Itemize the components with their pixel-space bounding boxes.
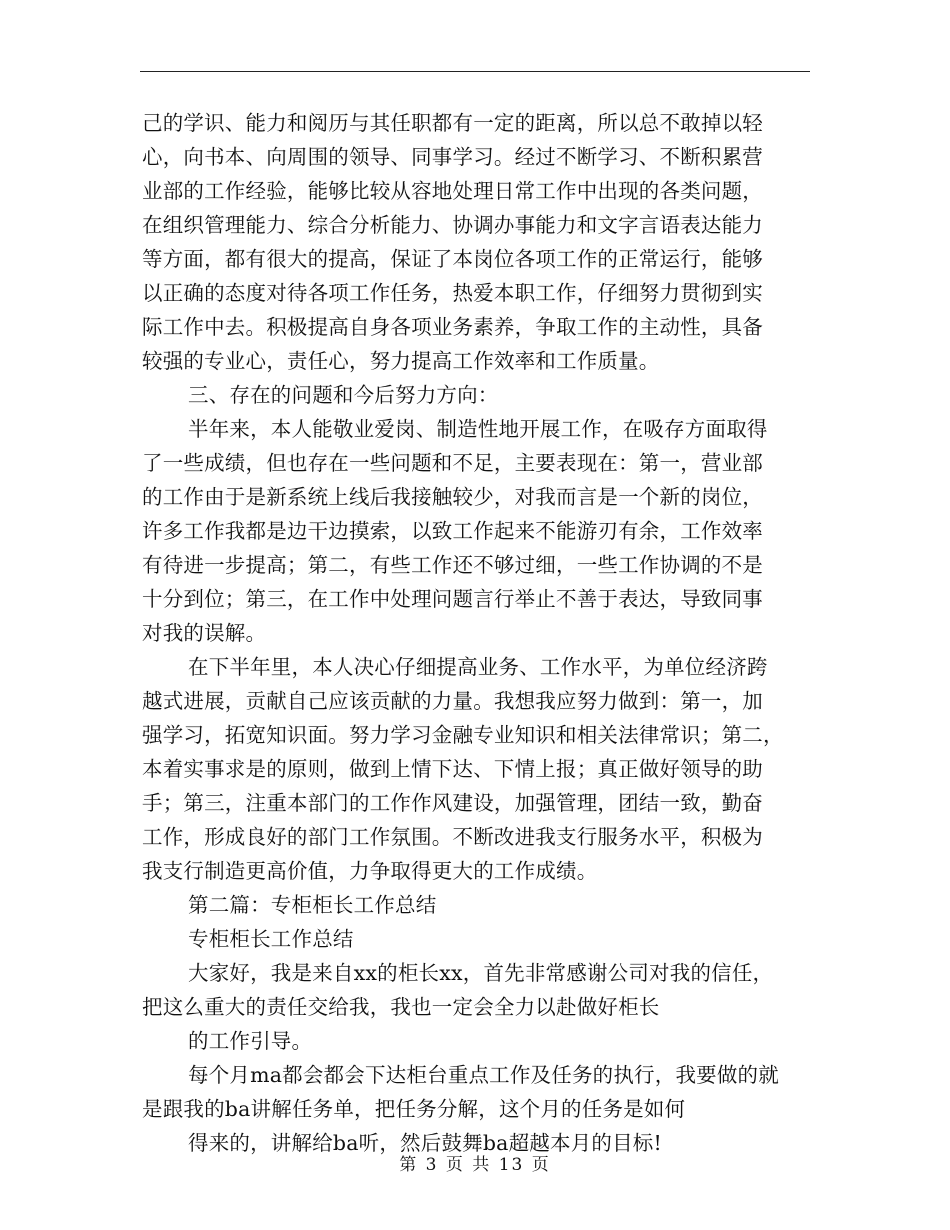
- text-line: 是跟我的ba讲解任务单，把任务分解，这个月的任务是如何: [142, 1097, 686, 1121]
- text-line: 的工作引导。: [188, 1029, 313, 1053]
- header-rule: [140, 71, 810, 72]
- text-line: 了一些成绩，但也存在一些问题和不足，主要表现在：第一，营业部: [142, 451, 763, 475]
- text-line: 心，向书本、向周围的领导、同事学习。经过不断学习、不断积累营: [142, 145, 763, 169]
- text-line: 际工作中去。积极提高自身各项业务素养，争取工作的主动性，具备: [142, 315, 763, 339]
- text-line: 己的学识、能力和阅历与其任职都有一定的距离，所以总不敢掉以轻: [142, 111, 763, 135]
- page-footer: 第 3 页 共 13 页: [399, 1155, 551, 1175]
- text-line: 我支行制造更高价值，力争取得更大的工作成绩。: [142, 859, 598, 883]
- text-line: 业部的工作经验，能够比较从容地处理日常工作中出现的各类问题，: [142, 179, 763, 203]
- text-line: 十分到位；第三，在工作中处理问题言行举止不善于表达，导致同事: [142, 587, 763, 611]
- text-line: 半年来，本人能敬业爱岗、制造性地开展工作，在吸存方面取得: [188, 417, 768, 441]
- text-line: 有待进一步提高；第二，有些工作还不够过细，一些工作协调的不是: [142, 553, 763, 577]
- text-line: 强学习，拓宽知识面。努力学习金融专业知识和相关法律常识；第二，: [142, 723, 784, 747]
- text-line: 三、存在的问题和今后努力方向：: [188, 383, 499, 407]
- text-line: 较强的专业心，责任心，努力提高工作效率和工作质量。: [142, 349, 660, 373]
- text-line: 的工作由于是新系统上线后我接触较少，对我而言是一个新的岗位，: [142, 485, 763, 509]
- text-line: 专柜柜长工作总结: [188, 927, 354, 951]
- text-line: 得来的，讲解给ba听，然后鼓舞ba超越本月的目标!: [188, 1131, 662, 1155]
- text-line: 每个月ma都会都会下达柜台重点工作及任务的执行，我要做的就: [188, 1063, 779, 1087]
- text-line: 等方面，都有很大的提高，保证了本岗位各项工作的正常运行，能够: [142, 247, 763, 271]
- text-line: 以正确的态度对待各项工作任务，热爱本职工作，仔细努力贯彻到实: [142, 281, 763, 305]
- text-line: 第二篇：专柜柜长工作总结: [188, 893, 437, 917]
- text-line: 在组织管理能力、综合分析能力、协调办事能力和文字言语表达能力: [142, 213, 763, 237]
- text-line: 工作，形成良好的部门工作氛围。不断改进我支行服务水平，积极为: [142, 825, 763, 849]
- text-line: 在下半年里，本人决心仔细提高业务、工作水平，为单位经济跨: [188, 655, 768, 679]
- text-line: 对我的误解。: [142, 621, 267, 645]
- text-line: 越式进展，贡献自己应该贡献的力量。我想我应努力做到：第一，加: [142, 689, 763, 713]
- text-line: 许多工作我都是边干边摸索，以致工作起来不能游刃有余，工作效率: [142, 519, 763, 543]
- text-line: 本着实事求是的原则，做到上情下达、下情上报；真正做好领导的助: [142, 757, 763, 781]
- body-text: [142, 106, 812, 1160]
- text-line: 大家好，我是来自xx的柜长xx，首先非常感谢公司对我的信任，: [188, 961, 774, 985]
- text-line: 把这么重大的责任交给我，我也一定会全力以赴做好柜长: [142, 995, 660, 1019]
- text-line: 手；第三，注重本部门的工作作风建设，加强管理，团结一致，勤奋: [142, 791, 763, 815]
